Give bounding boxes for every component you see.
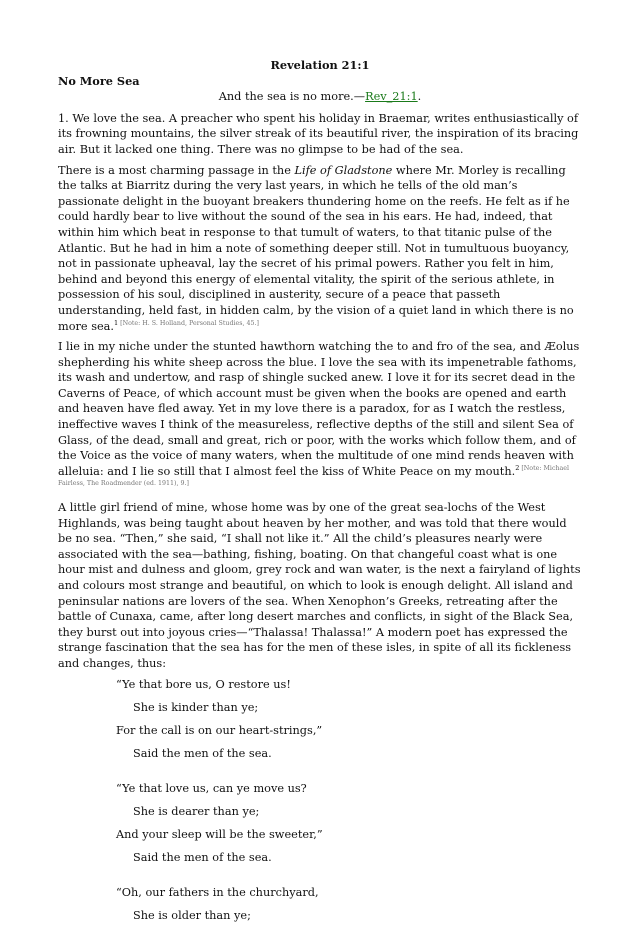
poem-line: And your sleep will be the sweeter,” xyxy=(116,827,323,841)
verse-end: . xyxy=(417,90,422,104)
paragraph-2-text-b: where Mr. Morley is recalling the talks at Biarritz during the very last years, in which he tells of the old man’s passionate delight in the buoyant breakers thundering home on the reefs. He felt as if he could hardly bear to live without the sound of the sea in his ears. He had, indeed, that within him which beat in response to that tumult of waters, to that titanic pulse of the Atlantic. But he had in him a note of something deeper still. Not in tumultuous buoyancy, not in passionate upheaval, lay the secret of his primal powers. Rather you felt in him, behind and beyond this energy of elemental vitality, the spirit of the serious athlete, in possession of his soul, disciplined in austerity, secure of a peace that passeth understanding, held fast, in hidden calm, by the vision of a quiet land in which there is no more sea. xyxy=(58,163,574,333)
footnote-marker-2: 2 xyxy=(515,464,520,473)
footnote-note-2: [Note: Michael Fairless, The Roadmender (ed. 1911), 9.] xyxy=(58,465,570,488)
paragraph-3 xyxy=(58,339,582,495)
stanza-gap xyxy=(58,769,582,781)
poem-line: She is older than ye; xyxy=(133,908,251,922)
poem-line: Said the men of the sea. xyxy=(133,746,272,760)
poem-line: Said the men of the sea. xyxy=(133,850,272,864)
stanza-gap xyxy=(58,873,582,885)
verse-reference-link[interactable]: Rev_21:1 xyxy=(365,90,418,104)
paragraph-2 xyxy=(58,163,582,335)
verse-text: And the sea is no more.— xyxy=(218,90,366,104)
verse-line xyxy=(58,89,582,105)
poem-line: For the call is on our heart-strings,” xyxy=(116,723,323,737)
poem-line: She is dearer than ye; xyxy=(133,804,260,818)
section-subtitle: No More Sea xyxy=(58,73,140,88)
paragraph-4: A little girl friend of mine, whose home was by one of the great sea-lochs of the West Highlands, was being taught about heaven by her mother, and was told that there would be no sea. “Then,” she said, “I shall not like it.” All the child’s pleasures nearly were associated with the sea—bathing, fishing, boating. On that changeful coast what is one hour mist and dulness and gloom, grey rock and wan water, is the next a fairyland of lights and colours most strange and beautiful, on which to look is enough delight. All island and peninsular nations are lovers of the sea. When Xenophon’s Greeks, retreating after the battle of Cunaxa, came, after long desert marches and conflicts, in sight of the Black Sea, they burst out into joyous cries—“Thalassa! Thalassa!” A modern poet has expressed the strange fascination that the sea has for the men of these isles, in spite of all its fickleness and changes, thus: xyxy=(58,501,581,670)
paragraph-3-text: I lie in my niche under the stunted hawthorn watching the to and fro of the sea, and Æolus shepherding his white sheep across the blue. I love the sea with its impenetrable fathoms, its wash and undertow, and rasp of shingle sucked anew. I love it for its secret dead in the Caverns of Peace, of which account must be given when the books are opened and earth and heaven have fled away. Yet in my love there is a paradox, for as I watch the restless, ineffective waves I think of the measureless, reflective depths of the still and silent Sea of Glass, of the dead, small and great, rich or poor, with the works which follow them, and of the Voice as the voice of many waters, when the multitude of one mind rends heaven with alleluia: and I lie so still that I almost feel the kiss of White Peace on my mouth. xyxy=(58,340,580,478)
footnote-note-1: [Note: H. S. Holland, Personal Studies, 45.] xyxy=(118,319,259,327)
footnote-marker-1: 1 xyxy=(114,318,119,327)
poem-line: She is kinder than ye; xyxy=(133,700,259,714)
poem-line: “Ye that bore us, O restore us! xyxy=(116,677,291,691)
poem xyxy=(58,677,582,931)
book-title: Life of Gladstone xyxy=(294,163,393,177)
page-title: Revelation 21:1 xyxy=(270,58,370,72)
paragraph-2-text-a: There is a most charming passage in the xyxy=(58,163,295,177)
poem-line: “Ye that love us, can ye move us? xyxy=(116,781,307,795)
paragraph-1: 1. We love the sea. A preacher who spent his holiday in Braemar, writes enthusiastically of its frowning mountains, the silver streak of its beautiful river, the inspiration of its bracing air. But it lacked one thing. There was no glimpse to be had of the sea. xyxy=(58,111,579,156)
document-page xyxy=(58,58,582,931)
poem-line: “Oh, our fathers in the churchyard, xyxy=(116,885,319,899)
